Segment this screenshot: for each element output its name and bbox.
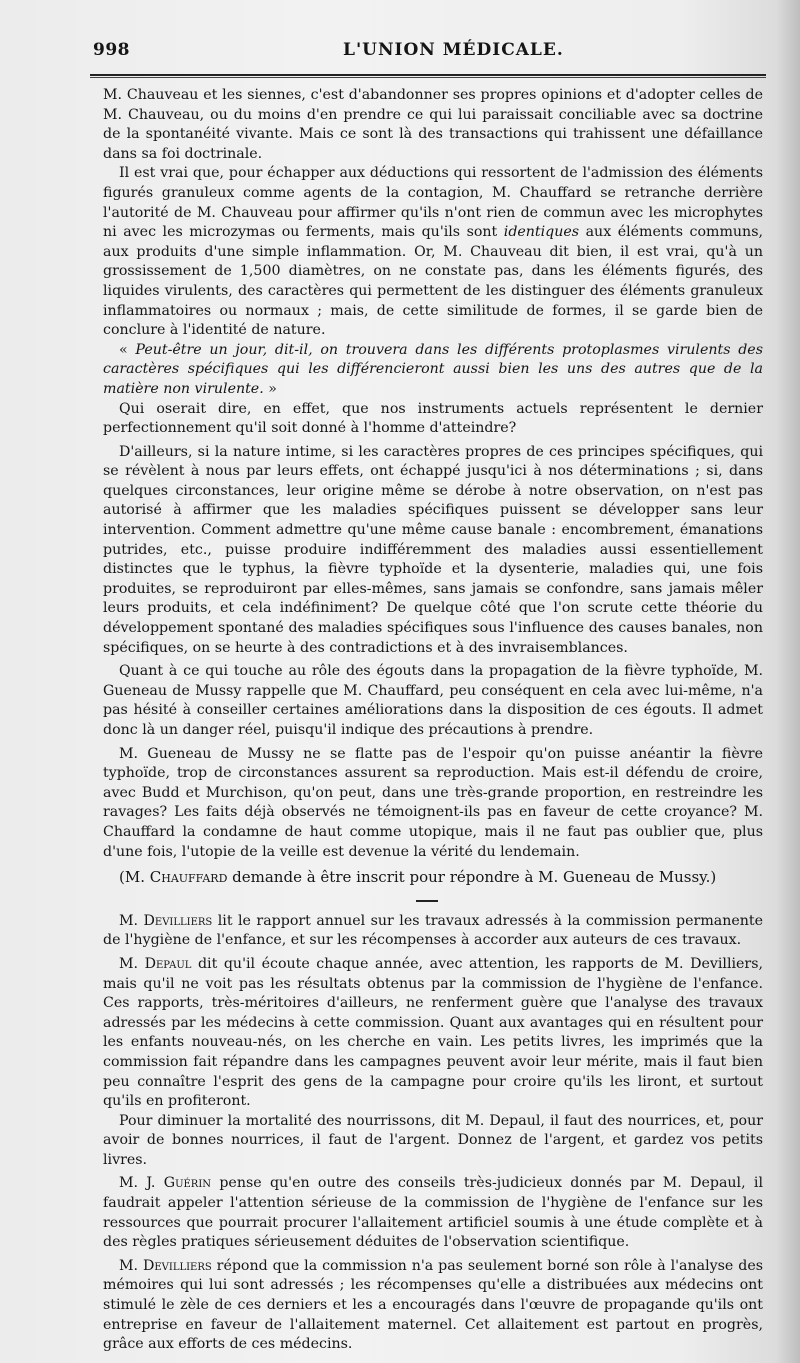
paragraph-depaul-2: Pour diminuer la mortalité des nourrissons, dit M. Depaul, il faut des nourrices, et, pour avoir de bonnes nourrices, il faut de l'argent. Donnez de l'argent, et gardez vos petits livres. [103, 1112, 763, 1168]
header-rule [90, 74, 766, 78]
paragraph-2-text-a: Il est vrai que, pour échapper aux déductions qui ressortent de l'admission des éléments figurés granuleux comme agents de la contagion, M. Chauffard se retranche derrière l'autorité de M. Chauveau pour affirmer qu'ils n'ont rien de commun avec les microphytes ni avec les microzymas ou ferments, mais qu'ils sont [103, 165, 763, 241]
paragraph-guerin [103, 1174, 763, 1252]
quotation-paragraph [103, 341, 763, 400]
devilliers-reply-name: Devilliers [142, 1257, 212, 1274]
paragraph-1: M. Chauveau et les siennes, c'est d'abandonner ses propres opinions et d'adopter celles de M. Chauveau, ou du moins d'en prendre ce qui lui paraissait conciliable avec sa doctrine de la spontanéité vivante. Mais ce sont là des transactions qui trahissent une défaillance dans sa foi doctrinale. [103, 87, 763, 162]
depaul-text: dit qu'il écoute chaque année, avec attention, les rapports de M. Devilliers, mais qu'il ne voit pas les résultats obtenus par la commission de l'hygiène de l'enfance. Ces rapports, très-méritoires d'ailleurs, ne renferment guère que l'analyse des travaux adressés par les médecins à cette commission. Quant aux avantages qui en résultent pour les enfants nouveau-nés, on les cherche en vain. Les petits livres, les imprimés que la commission fait répandre dans les campagnes peuvent avoir leur mérite, mais il faut bien peu connaître l'esprit des gens de la campagne pour croire qu'ils les liront, et surtout qu'ils en profiteront. [103, 955, 763, 1110]
devilliers-report-text: lit le rapport annuel sur les travaux adressés à la commission permanente de l'hygiène de l'enfance, et sur les récompenses à accorder aux auteurs de ces travaux. [103, 912, 763, 949]
running-title: L'UNION MÉDICALE. [343, 40, 564, 60]
devilliers-reply-prefix: M. [119, 1257, 143, 1274]
note-name-chauffard: Chauffard [149, 868, 228, 887]
paragraph-6: Quant à ce qui touche au rôle des égouts dans la propagation de la fièvre typhoïde, M. Gueneau de Mussy rappelle que M. Chauffard, peu conséquent en cela avec lui-même, n'a pas hésité à conseiller certaines améliorations dans la disposition de ces égouts. Il admet donc là un danger réel, puisqu'il indique des précautions à prendre. [103, 663, 763, 738]
paragraph-2-text-b: aux éléments communs, aux produits d'une simple inflammation. Or, M. Chauveau dit bien, il est vrai, qu'à un grossissement de 1,500 diamètres, on ne constate pas, dans les éléments figurés, des liquides virulents, des caractères qui permettent de les distinguer des éléments granuleux inflammatoires ou normaux ; mais, de cette similitude de formes, il se garde bien de conclure à l'identité de nature. [103, 224, 763, 339]
quote-open-mark: « [119, 341, 136, 358]
section-divider [416, 900, 438, 902]
paragraph-devilliers-reply [103, 1257, 763, 1355]
body-text [103, 86, 763, 1355]
note-text-a: (M. [119, 868, 150, 887]
depaul-prefix: M. [119, 955, 145, 972]
paragraph-devilliers-report [103, 912, 763, 951]
guerin-prefix: M. J. [119, 1175, 164, 1192]
depaul-name: Depaul [144, 955, 192, 972]
page-header [93, 38, 765, 68]
parenthetical-note [103, 868, 763, 888]
guerin-name: Guérin [163, 1175, 212, 1192]
devilliers-reply-text: répond que la commission n'a pas seulement borné son rôle à l'analyse des mémoires qui lui sont adressés ; les récompenses qu'elle a distribuées aux médecins ont stimulé le zèle de ces derniers et les a encouragés dans l'œuvre de propagande qu'ils ont entreprise en faveur de l'allaitement maternel. Cet allaitement est partout en progrès, grâce aux efforts de ces médecins. [103, 1257, 763, 1353]
devilliers-name: Devilliers [143, 912, 213, 929]
guerin-text: pense qu'en outre des conseils très-judicieux donnés par M. Depaul, il faudrait appeler l'attention sérieuse de la commission de l'hygiène de l'enfance sur les ressources que pourrait procurer l'allaitement artificiel soumis à une étude complète et à des règles pratiques sérieusement déduites de l'observation scientifique. [103, 1175, 763, 1251]
devilliers-prefix: M. [119, 912, 144, 929]
paragraph-2 [103, 164, 763, 340]
quote-close-mark: » [263, 380, 277, 397]
note-text-b: demande à être inscrit pour répondre à M. Gueneau de Mussy.) [227, 868, 717, 887]
page-number: 998 [93, 40, 130, 60]
quotation-text: Peut-être un jour, dit-il, on trouvera dans les différents protoplasmes virulents des caractères spécifiques qui les différencieront aussi bien les uns des autres que de la matière non virulente. [103, 341, 763, 397]
paragraph-2-emphasis: identiques [503, 224, 580, 241]
paragraph-5: D'ailleurs, si la nature intime, si les caractères propres de ces principes spécifiques, qui se révèlent à nous par leurs effets, ont échappé jusqu'ici à nos déterminations ; si, dans quelques circonstances, leur origine même se dérobe à notre observation, on n'est pas autorisé à affirmer que les maladies spécifiques puissent se développer sans leur intervention. Comment admettre qu'une même cause banale : encombrement, émanations putrides, etc., puisse produire indifféremment des maladies aussi essentiellement distinctes que le typhus, la fièvre typhoïde et la dysenterie, maladies qui, une fois produites, se reproduiront par elles-mêmes, sans jamais se confondre, sans jamais mêler leurs produits, et cela indéfiniment? De quelque côté que l'on scrute cette théorie du développement spontané des maladies spécifiques sous l'influence des causes banales, non spécifiques, on se heurte à des contradictions et à des invraisemblances. [103, 443, 763, 656]
paragraph-7: M. Gueneau de Mussy ne se flatte pas de l'espoir qu'on puisse anéantir la fièvre typhoïde, trop de circonstances assurent sa reproduction. Mais est-il défendu de croire, avec Budd et Murchison, qu'on peut, dans une très-grande proportion, en restreindre les ravages? Les faits déjà observés ne témoignent-ils pas en faveur de cette croyance? M. Chauffard la condamne de haut comme utopique, mais il ne faut pas oublier que, plus d'une fois, l'utopie de la veille est devenue la vérité du lendemain. [103, 745, 763, 860]
paragraph-4: Qui oserait dire, en effet, que nos instruments actuels représentent le dernier perfectionnement qu'il soit donné à l'homme d'atteindre? [103, 400, 763, 437]
paragraph-depaul [103, 955, 763, 1112]
